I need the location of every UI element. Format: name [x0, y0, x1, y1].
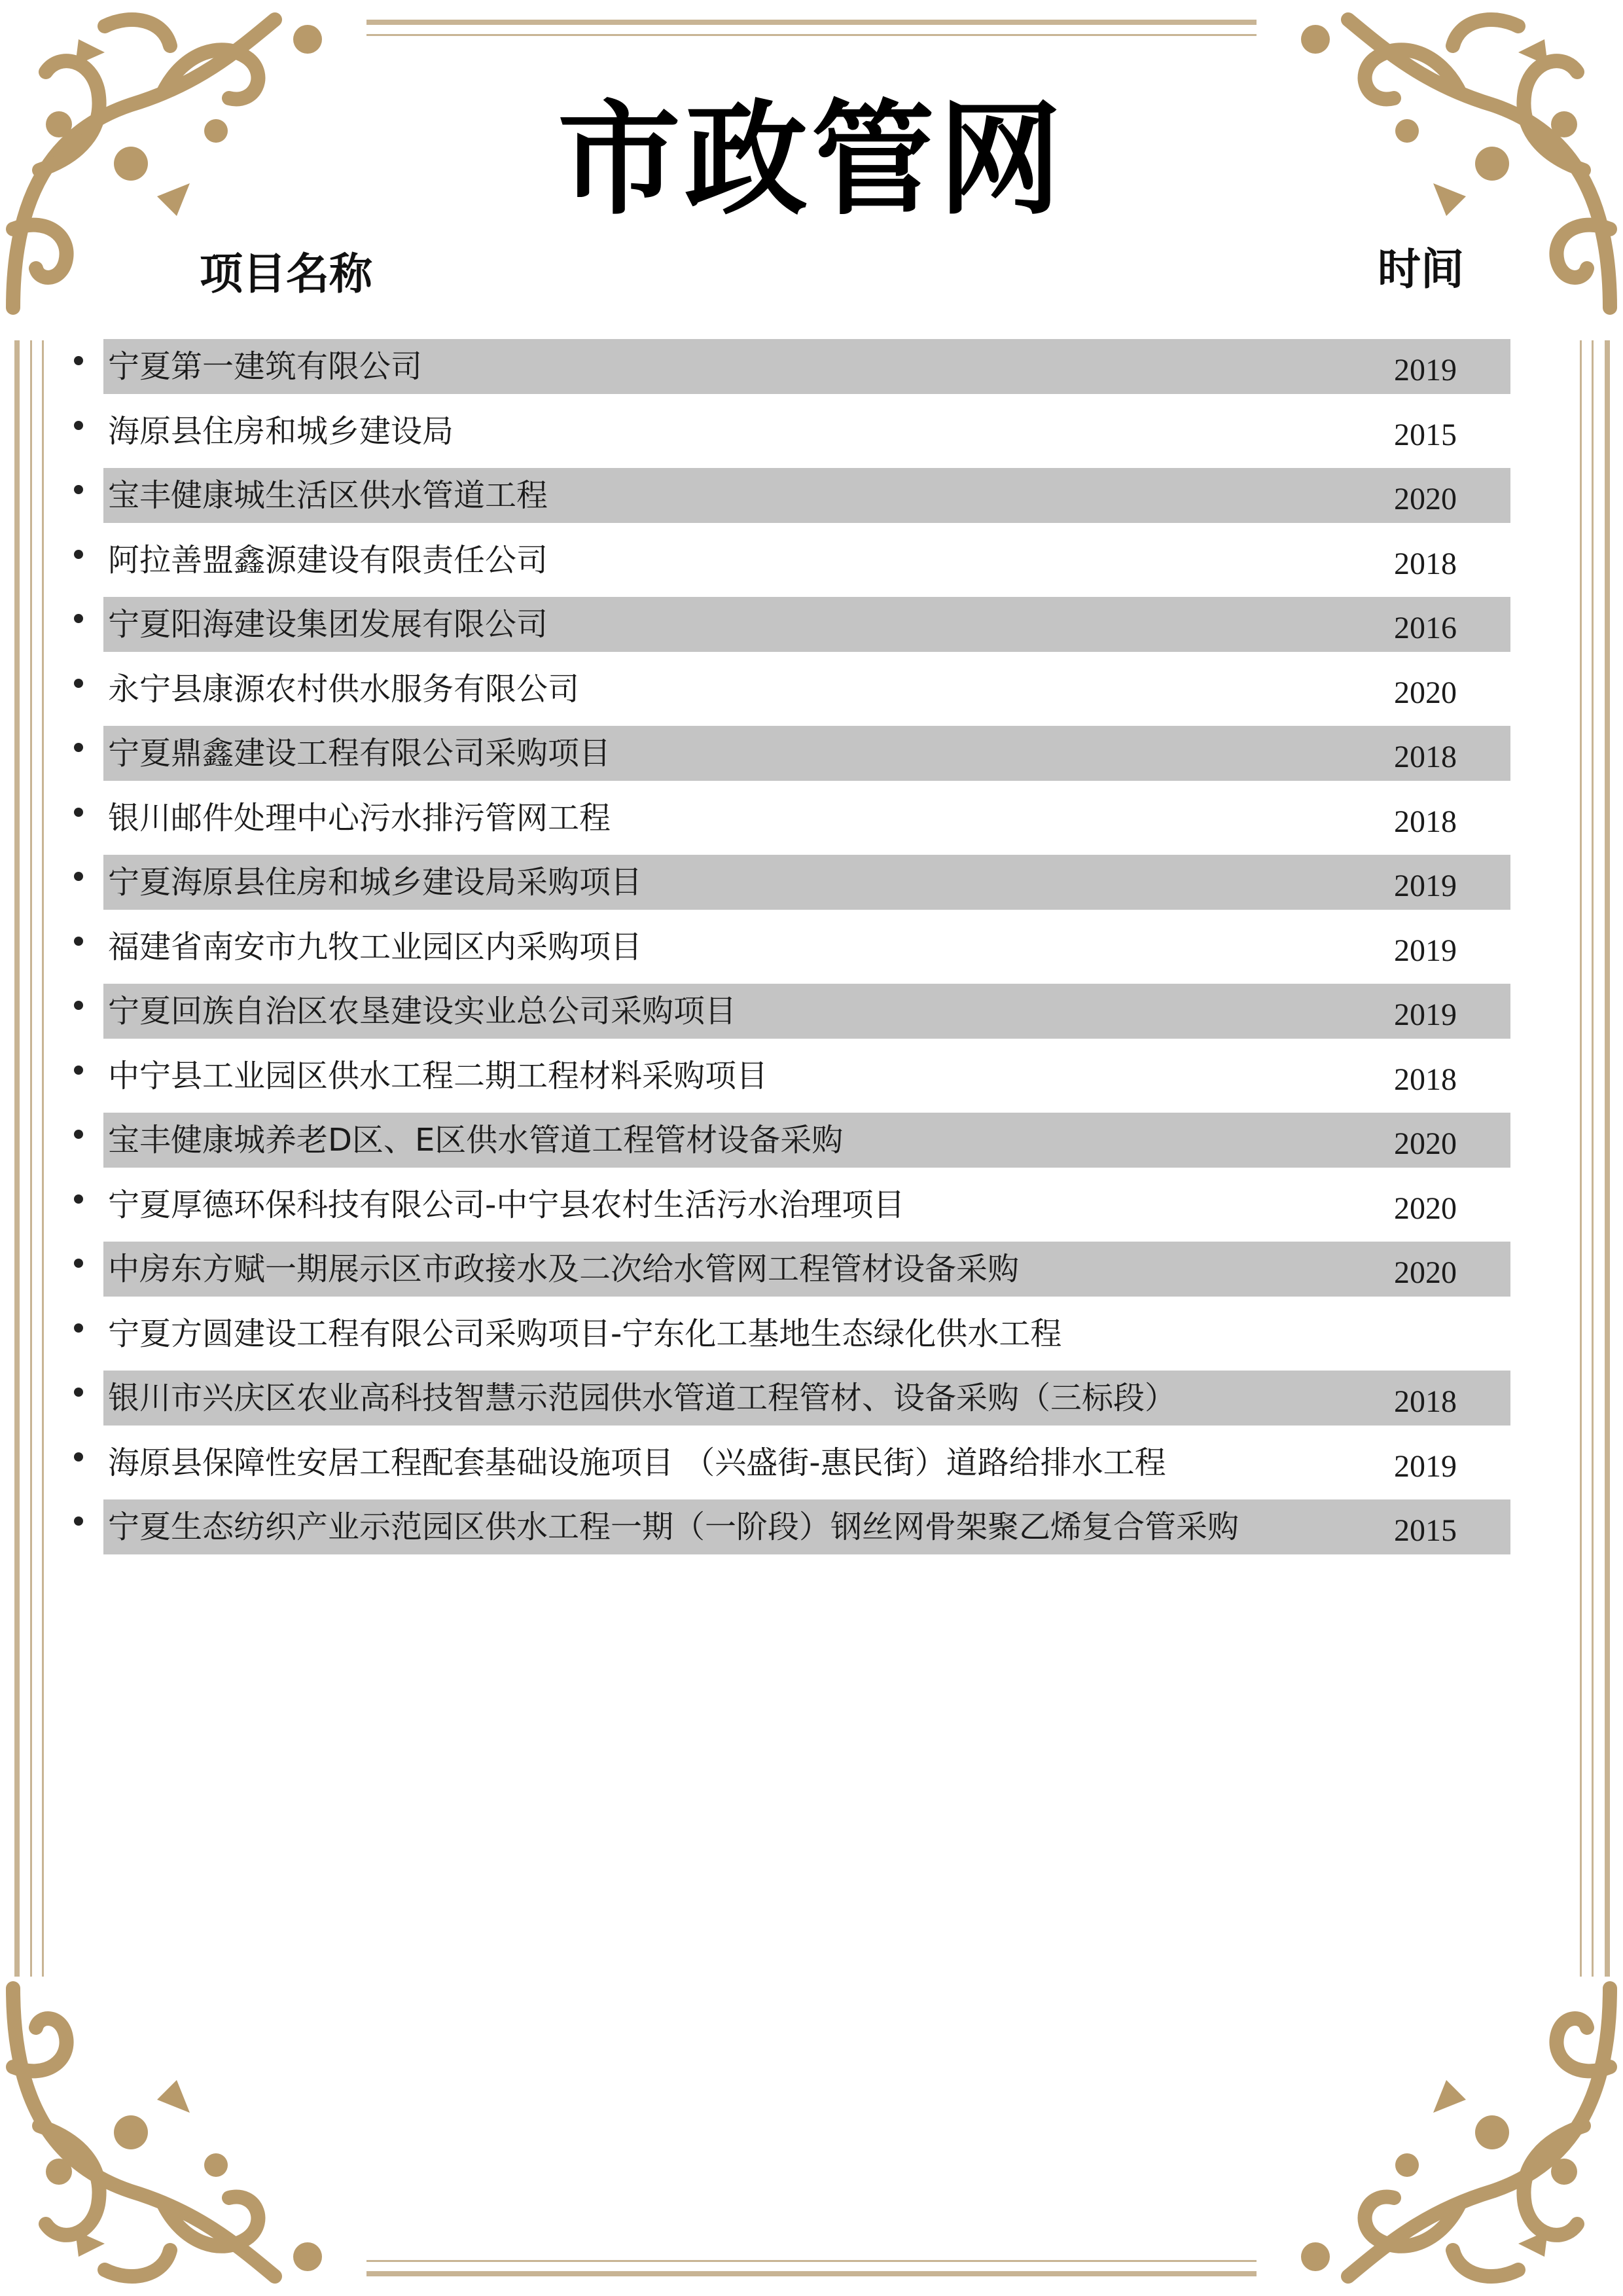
bullet-icon [74, 1516, 83, 1526]
list-item [0, 850, 1623, 905]
list-item [0, 1365, 1623, 1420]
project-name: 宁夏阳海建设集团发展有限公司 [108, 606, 548, 643]
bullet-icon [74, 1194, 83, 1204]
project-year: 2019 [1394, 933, 1457, 968]
list-item [0, 914, 1623, 969]
project-name: 银川邮件处理中心污水排污管网工程 [108, 799, 611, 836]
bullet-icon [74, 1066, 83, 1075]
list-item [0, 399, 1623, 454]
project-name: 福建省南安市九牧工业园区内采购项目 [108, 928, 643, 965]
list-item [0, 1301, 1623, 1356]
bullet-icon [74, 1259, 83, 1268]
frame-bottom-line-1 [366, 2271, 1257, 2276]
project-name: 中宁县工业园区供水工程二期工程材料采购项目 [108, 1057, 768, 1094]
bullet-icon [74, 808, 83, 817]
list-item [0, 1043, 1623, 1098]
bullet-icon [74, 679, 83, 688]
project-name: 永宁县康源农村供水服务有限公司 [108, 670, 580, 708]
project-name: 宝丰健康城养老D区、E区供水管道工程管材设备采购 [108, 1122, 844, 1158]
project-year: 2020 [1394, 482, 1457, 516]
list-item [0, 1172, 1623, 1227]
bullet-icon [74, 1323, 83, 1333]
project-name: 中房东方赋一期展示区市政接水及二次给水管网工程管材设备采购 [108, 1251, 1020, 1287]
bullet-icon [74, 937, 83, 946]
project-year: 2018 [1394, 740, 1457, 774]
bullet-icon [74, 1452, 83, 1462]
project-name: 宁夏厚德环保科技有限公司-中宁县农村生活污水治理项目 [108, 1186, 905, 1223]
list-item [0, 528, 1623, 583]
project-year: 2019 [1394, 869, 1457, 903]
list-item [0, 978, 1623, 1033]
project-name: 宁夏鼎鑫建设工程有限公司采购项目 [108, 735, 611, 772]
column-header-year: 时间 [1378, 244, 1464, 295]
project-name: 宁夏第一建筑有限公司 [108, 348, 423, 385]
project-year: 2019 [1394, 997, 1457, 1032]
bullet-icon [74, 614, 83, 623]
project-name: 宁夏海原县住房和城乡建设局采购项目 [108, 864, 643, 901]
bullet-icon [74, 872, 83, 881]
project-year: 2015 [1394, 1513, 1457, 1548]
project-year: 2019 [1394, 1448, 1457, 1484]
bullet-icon [74, 421, 83, 430]
frame-top-line-1 [366, 20, 1257, 25]
bullet-icon [74, 356, 83, 365]
project-name: 宁夏方圆建设工程有限公司采购项目-宁东化工基地生态绿化供水工程 [108, 1315, 1062, 1352]
corner-ornament-bottom-right-icon [1257, 1969, 1623, 2296]
list-item [0, 721, 1623, 776]
frame-top-line-2 [366, 34, 1257, 36]
project-year: 2015 [1394, 417, 1457, 452]
bullet-icon [74, 485, 83, 494]
list-item [0, 592, 1623, 647]
column-header-name: 项目名称 [200, 249, 372, 299]
bullet-icon [74, 743, 83, 752]
project-year: 2018 [1394, 1384, 1457, 1419]
list-item [0, 1236, 1623, 1291]
bullet-icon [74, 1388, 83, 1397]
page-title: 市政管网 [558, 88, 1065, 232]
bullet-icon [74, 550, 83, 559]
list-item [0, 1430, 1623, 1485]
project-year: 2019 [1394, 353, 1457, 387]
project-name: 银川市兴庆区农业高科技智慧示范园供水管道工程管材、设备采购（三标段） [108, 1380, 1177, 1416]
project-name: 宁夏回族自治区农垦建设实业总公司采购项目 [108, 993, 737, 1030]
project-name: 宝丰健康城生活区供水管道工程 [108, 477, 548, 514]
project-year: 2020 [1394, 1191, 1457, 1226]
project-name: 宁夏生态纺织产业示范园区供水工程一期（一阶段）钢丝网骨架聚乙烯复合管采购 [108, 1509, 1240, 1545]
bullet-icon [74, 1001, 83, 1010]
project-year: 2018 [1394, 546, 1457, 581]
list-item [0, 1107, 1623, 1162]
project-year: 2020 [1394, 1255, 1457, 1290]
bullet-icon [74, 1130, 83, 1139]
project-year: 2018 [1394, 1062, 1457, 1097]
list-item [0, 463, 1623, 518]
list-item [0, 334, 1623, 389]
project-name: 海原县住房和城乡建设局 [108, 412, 454, 450]
frame-bottom-line-2 [366, 2260, 1257, 2262]
corner-ornament-bottom-left-icon [0, 1969, 366, 2296]
project-name: 海原县保障性安居工程配套基础设施项目 （兴盛街-惠民街）道路给排水工程 [108, 1444, 1166, 1481]
project-year: 2018 [1394, 804, 1457, 839]
list-item [0, 656, 1623, 711]
project-year: 2020 [1394, 1126, 1457, 1161]
list-item [0, 1494, 1623, 1549]
project-year: 2020 [1394, 675, 1457, 710]
project-name: 阿拉善盟鑫源建设有限责任公司 [108, 541, 548, 579]
project-year: 2016 [1394, 611, 1457, 645]
list-item [0, 785, 1623, 840]
